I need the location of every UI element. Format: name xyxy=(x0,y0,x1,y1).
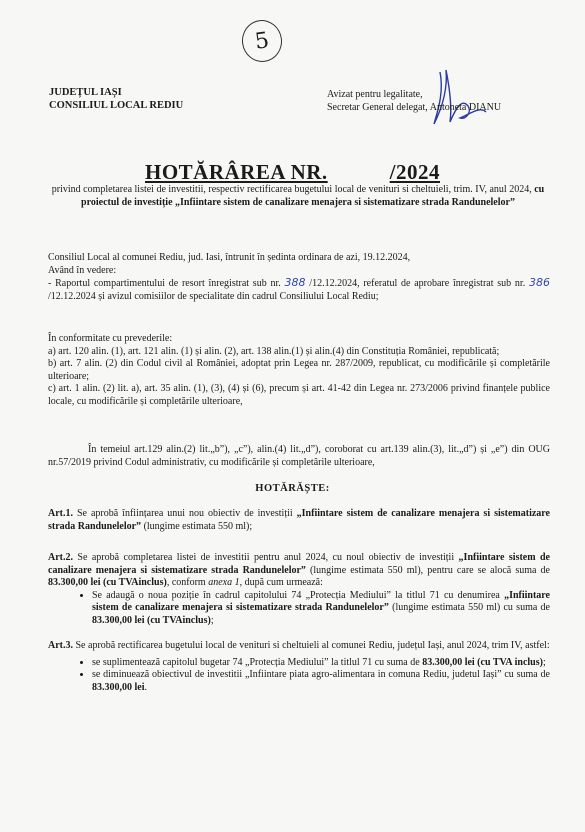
article-3-list xyxy=(48,657,550,695)
issuer-block xyxy=(49,86,183,112)
conformity-b: b) art. 7 alin. (2) din Codul civil al României, adoptat prin Legea nr. 287/2009, republicat, cu modificările și completările ulterioare; xyxy=(48,358,550,382)
council-name: CONSILIUL LOCAL REDIU xyxy=(49,100,184,111)
decides-heading: HOTĂRĂȘTE: xyxy=(255,483,330,494)
article-3: Art.3. Se aprobă rectificarea bugetului local de venituri si cheltuieli al comunei Rediu, județul Iași, anul 2024, trim IV, astfel: • se suplimentează capitolul bugetar 74 „Protecția Mediului” la titlul 71 cu suma de 83.300,00 lei (cu TVA inclus); • se diminuează obiectivul de investitii „Infiintare piata agro-alimentara in comuna Rediu, judetul Iași” cu suma de 83.300,00 lei. xyxy=(48,640,550,694)
preamble xyxy=(48,252,550,303)
article-2-list xyxy=(48,590,550,628)
list-item: • Se adaugă o noua poziție în cadrul capitolului 74 „Protecția Mediului” la titlul 71 cu denumirea „Infiintare sistem de canalizare menajera si sistematizare strada Randunelelor” (lungime estimata 550 ml) cu suma de 83.300,00 lei (cu TVAinclus); xyxy=(92,590,550,628)
legal-ground: În temeiul art.129 alin.(2) lit.„b”), „c”), alin.(4) lit.„d”), coroborat cu art.139 alin.(3), lit.„d”) și „e”) din OUG nr.57/2019 privind Codul administrativ, cu modificările și completările ulterioare, xyxy=(48,444,550,468)
conformity-heading: În conformitate cu prevederile: xyxy=(48,333,173,344)
article-2-label: Art.2. xyxy=(48,552,73,563)
legal-basis xyxy=(48,333,550,408)
handwritten-report-number: 388 xyxy=(284,276,306,289)
legality-endorsement xyxy=(327,89,501,114)
report-paragraph: - Raportul compartimentului de resort înregistrat sub nr. 388 /12.12.2024, referatul de aprobare înregistrat sub nr. 386 /12.12.2024 și avizul comisiilor de specialitate din cadrul Consiliului Local Rediu; xyxy=(48,276,550,302)
conformity-c: c) art. 1 alin. (2) lit. a), art. 35 alin. (1), (3), (4) și (6), precum și art. 41-42 din Legea nr. 273/2006 privind finanțele publice locale, cu modificările și completările ulterioare, xyxy=(48,383,550,407)
article-1-label: Art.1. xyxy=(48,508,73,519)
secretary-label: Secretar General delegat, Antoneta DIANU xyxy=(327,101,502,113)
considering-line: Având în vedere: xyxy=(48,264,117,276)
article-2: Art.2. Se aprobă completarea listei de investitii pentru anul 2024, cu noul obiectiv de investiții „Infiintare sistem de canalizare menajera si sistematizare strada Randunelelor” (lungime estimata 550 ml), pentru care se alocă suma de 83.300,00 lei (cu TVAinclus), conform anexa 1, după cum urmează: • Se adaugă o noua poziție în cadrul capitolului 74 „Protecția Mediului” la titlul 71 cu denumirea „Infiintare sistem de canalizare menajera si sistematizare strada Randunelelor” (lungime estimata 550 ml) cu suma de 83.300,00 lei (cu TVAinclus); xyxy=(48,552,550,627)
conformity-a: a) art. 120 alin. (1), art. 121 alin. (1) și alin. (2), art. 138 alin.(1) și alin.(4) din Constituția României, republicată; xyxy=(48,345,500,357)
list-item: • se diminuează obiectivul de investitii „Infiintare piata agro-alimentara in comuna Rediu, judetul Iași” cu suma de 83.300,00 lei. xyxy=(92,669,550,694)
county-name: JUDEȚUL IAȘI xyxy=(49,87,122,98)
session-line: Consiliul Local al comunei Rediu, jud. Iasi, întrunit în ședinta ordinara de azi, 19.12.2024, xyxy=(48,252,411,263)
handwritten-referral-number: 386 xyxy=(529,276,550,289)
decision-subtitle: privind completarea listei de investitii, respectiv rectificarea bugetului local de venituri si cheltuieli, trim. IV, anul 2024, cu proiectul de investiție „Infiintare sistem de canalizare menajera si sistematizare strada Randunelelor” xyxy=(51,184,545,208)
title-year: /2024 xyxy=(389,160,441,184)
title-prefix: HOTĂRÂREA NR. xyxy=(144,160,328,184)
article-3-label: Art.3. xyxy=(48,640,73,651)
list-item: • se suplimentează capitolul bugetar 74 „Protecția Mediului” la titlul 71 cu suma de 83.300,00 lei (cu TVA inclus); xyxy=(92,657,550,670)
legality-label: Avizat pentru legalitate, xyxy=(327,89,423,100)
decision-title xyxy=(0,160,585,185)
article-1: Art.1. Se aprobă înființarea unui nou obiectiv de investiții „Infiintare sistem de canalizare menajera si sistematizare strada Randunelelor” (lungime estimata 550 ml); xyxy=(48,508,550,532)
circled-page-number: 5 xyxy=(239,17,284,64)
